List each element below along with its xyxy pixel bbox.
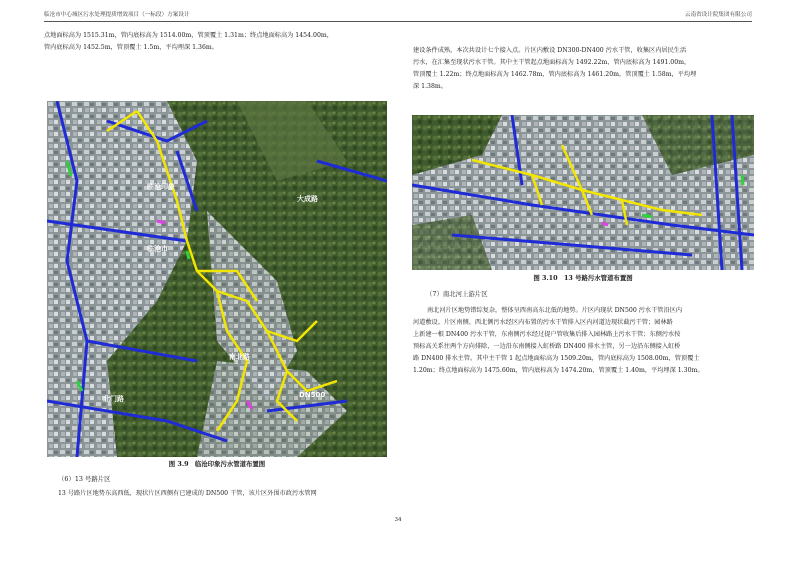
text-line: 点地面标高为 1515.31m，管内底标高为 1514.00m，管顶覆土 1.31m；终点地面标高为 1454.00m， xyxy=(44,32,333,39)
figure-caption-3-9: 图 3.9 临沧印象污水管道布置图 xyxy=(168,460,266,468)
map-label: 南北路 xyxy=(229,353,250,361)
text-line: 河道敷设。片区南侧、西北侧污水经区内布置的污水干管排入区内河道边现状截污干管；园林路 xyxy=(413,319,673,327)
figure-caption-3-10: 图 3.10 13 号路污水管道布置图 xyxy=(533,274,633,282)
map-label: 临沧印象 xyxy=(147,183,175,191)
left-top-paragraph xyxy=(44,30,389,54)
map-figure-3-10 xyxy=(412,115,754,270)
satellite-map xyxy=(47,101,387,457)
text-line: 管顶覆土 1.22m；终点地面标高为 1462.78m，管内底标高为 1461.20m，管顶覆土 1.58m，平均埋 xyxy=(413,71,697,79)
text-line: 深 1.38m。 xyxy=(413,83,447,91)
map-label: 大成路 xyxy=(297,195,318,203)
right-body-paragraph xyxy=(413,305,753,378)
map-label: 北门路 xyxy=(103,395,124,403)
text-line: 污水，在汇集至现状污水干管。其中主干管起点地面标高为 1492.22m，管内底标高为 1491.00m， xyxy=(413,59,691,67)
map-label: 临沧市 xyxy=(147,245,168,253)
text-line: 建设条件成熟，本次共设计七个接入点。片区内敷设 DN300-DN400 污水干管，收集区内居民生活 xyxy=(413,47,687,54)
text-line: 管内底标高为 1452.5m，管顶覆土 1.5m，平均埋深 1.36m。 xyxy=(44,44,218,52)
text-line: 13 号路片区地势东高西低，现状片区西侧有已建成的 DN500 干管，该片区外围市政污水管网 xyxy=(58,490,317,497)
text-line: 1.20m；终点地面标高为 1475.60m，管内底标高为 1474.20m，管顶覆土 1.40m，平均埋深 1.30m。 xyxy=(413,367,704,375)
text-line: 上新建一根 DN400 污水干管，东南侧污水经过提户管收集后排入园林路上污水干管；东侧污水按 xyxy=(413,331,681,339)
header-rule xyxy=(44,21,752,22)
text-line: 路 DN400 排水主管。其中主干管 1 起点地面标高为 1509.20m，管内底标高为 1508.00m，管顶覆土 xyxy=(413,355,700,363)
map-label: DN500 xyxy=(299,391,326,399)
section-heading-7: （7）南北河上游片区 xyxy=(426,290,488,298)
text-line: 南北河片区地势错综复杂，整体呈西南高东北低的地势。片区内现状 DN500 污水干管沿区内 xyxy=(427,307,683,314)
section-heading-6: （6）13 号路片区 xyxy=(58,475,111,483)
map-figure-3-9 xyxy=(47,101,387,457)
header-right: 云南省设计院集团有限公司 xyxy=(684,12,752,18)
page-number: 34 xyxy=(394,517,402,523)
left-bottom-paragraph xyxy=(44,488,389,500)
header-left: 临沧市中心城区污水处理提质增效项目（一标段）方案设计 xyxy=(44,12,190,18)
satellite-map xyxy=(412,115,754,270)
text-line: 预标高关系往两个方向排除，一边沿东南侧接入虹桥路 DN400 排水主管，另一边沿东侧接入虹桥 xyxy=(413,343,681,351)
right-top-paragraph xyxy=(413,45,753,93)
